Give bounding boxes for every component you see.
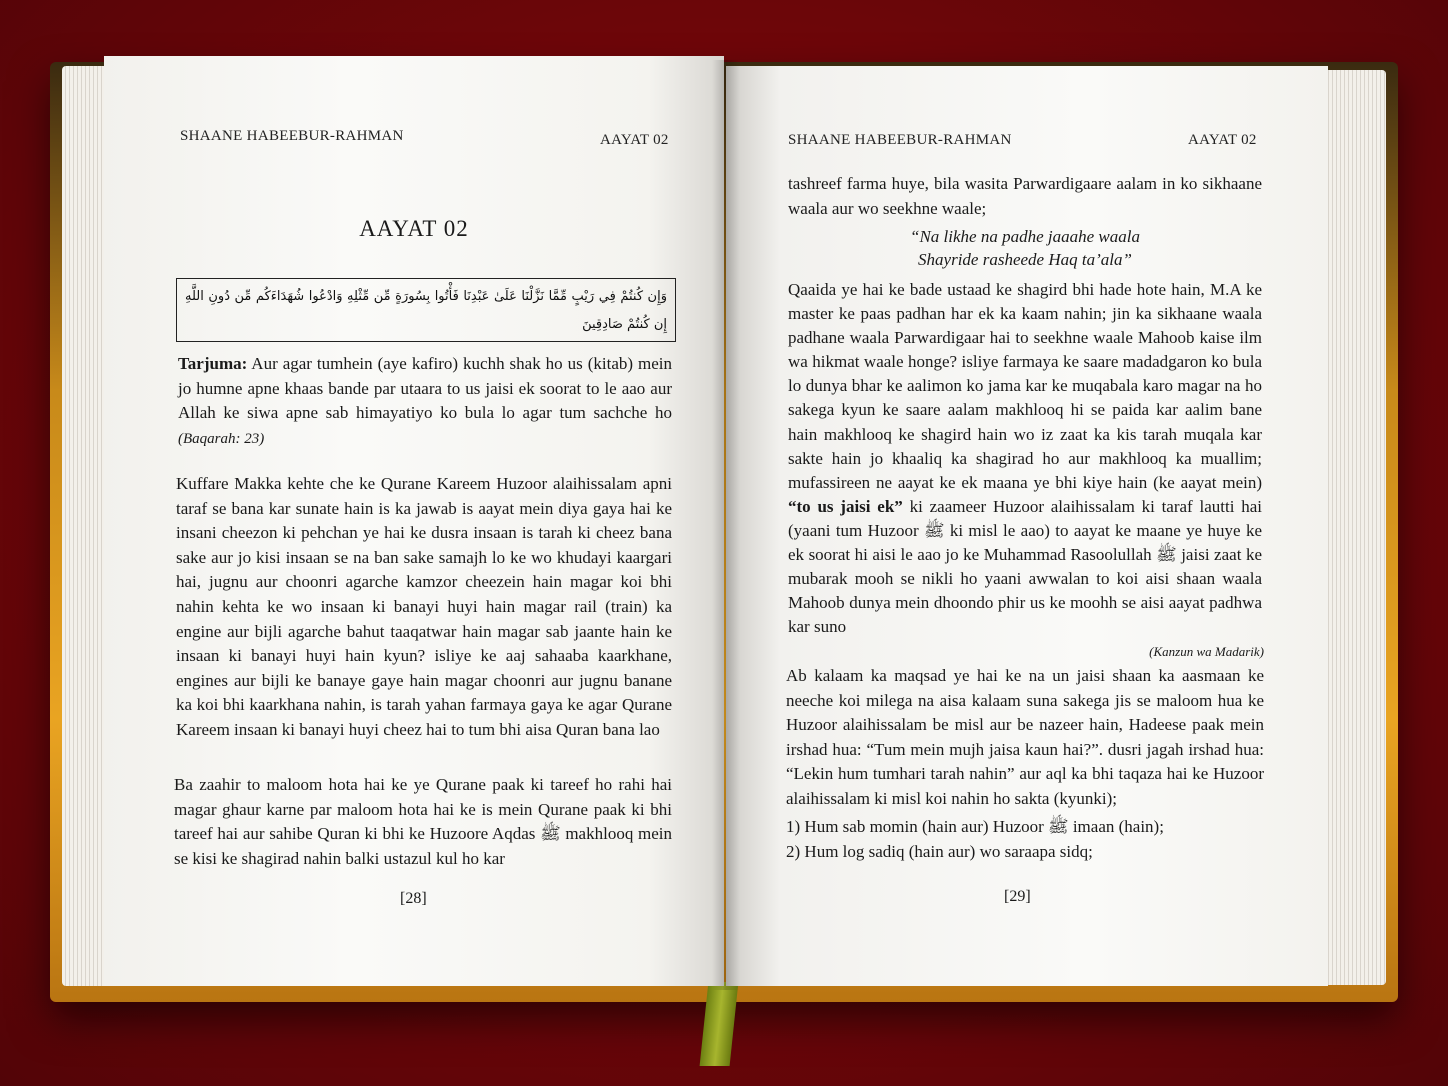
paragraph-2-part-b: ki zaameer Huzoor alaihissalam ki taraf lautti hai (yaani tum Huzoor ﷺ ki misl le aao) to aayat ke maane ye huye ke ek soorat hi aisi le aao jo ke Muhammad Rasoolullah ﷺ jaisi zaat ke mubarak mooh se nikli ho yaani awwalan to koi aisi shaan waala Mahoob dunya mein dhoondo phir us ke moohh se aisi aayat padhwa kar suno: [788, 496, 1262, 637]
tarjuma-text: Aur agar tumhein (aye kafiro) kuchh shak ho us (kitab) mein jo humne apne khaas bande par utaara to us jaisi ek soorat to le aao aur Allah ke siwa apne sab himayatiyo ko bula lo agar tum sachche ho: [178, 354, 672, 423]
left-page: [104, 56, 724, 986]
tarjuma-reference: (Baqarah: 23): [178, 430, 265, 447]
arabic-verse-box: وَإِن كُنتُمْ فِي رَيْبٍ مِّمَّا نَزَّلْنَا عَلَىٰ عَبْدِنَا فَأْتُوا بِسُورَةٍ مِّن مِّثْلِهِ وَادْعُوا شُهَدَاءَكُم مِّن دُونِ اللَّهِ إِن كُنتُمْ صَادِقِينَ: [176, 278, 676, 342]
quoted-phrase: “to us jaisi ek”: [788, 496, 903, 516]
page-number: [28]: [400, 890, 427, 907]
running-section: AAYAT 02: [600, 132, 669, 148]
list-item-1: 1) Hum sab momin (hain aur) Huzoor ﷺ imaan (hain);: [786, 817, 1164, 836]
body-paragraph-2: [788, 278, 1262, 639]
list-item-2: 2) Hum log sadiq (hain aur) wo saraapa sidq;: [786, 841, 1093, 861]
running-section: AAYAT 02: [1188, 132, 1257, 148]
paragraph-2-part-a: Qaaida ye hai ke bade ustaad ke shagird bhi hade hote hain, M.A ke master ke paas padhan har ek ka kaam nahin; jin ka sikhaane waala padhane waala Parwardigaar hai to seekhne waale Mahoob kaise ilm wa hikmat waale honge? isliye farmaya ke saare madadgaron ko bula lo dunya bhar ke aalimon ko jama kar ke muqabala karo magar na ho sakega kyun ke saare aalam makhlooq hi se paida kar aalim bane hain makhlooq ke shagird hain wo iz zaat ka kis tarah muqala kar sakte hain jo khaaliq ka shagirad ho aur makhlooq ka muallim; mufassireen ne aayat ke ek maana ye bhi kiye hain (ke aayat mein): [788, 280, 1262, 492]
poem: [788, 225, 1262, 271]
poem-line-1: “Na likhe na padhe jaaahe waala: [910, 227, 1140, 246]
body-paragraph-3: Ab kalaam ka maqsad ye hai ke na un jaisi shaan ka aasmaan ke neeche koi milega na aisa kalaam suna sakega jis se maloom hua ke Huzoor alaihissalam be misl aur be nazeer hain, Hadeese paak mein irshad hua: “Tum mein mujh jaisa kaun hai?”. dusri jagah irshad hua: “Lekin hum tumhari tarah nahin” aur aql ka bhi taqaza hai ke Huzoor alaihissalam ki misl koi nahin ho sakta (kyunki);: [786, 666, 1264, 808]
numbered-list: [786, 815, 1264, 864]
tarjuma-label: Tarjuma:: [178, 354, 248, 373]
chapter-title: AAYAT 02: [359, 216, 469, 241]
running-title: SHAANE HABEEBUR-RAHMAN: [788, 132, 1012, 148]
tarjuma-paragraph: [178, 352, 672, 451]
right-page: [726, 66, 1328, 986]
page-number: [29]: [1004, 888, 1031, 905]
page-edges-right: [1320, 70, 1386, 985]
poem-line-2: Shayride rasheede Haq ta’ala”: [918, 250, 1132, 269]
running-title: SHAANE HABEEBUR-RAHMAN: [180, 128, 404, 144]
spine-shadow: [712, 60, 740, 990]
reference-note: (Kanzun wa Madarik): [1149, 644, 1264, 659]
body-paragraph-1: Kuffare Makka kehte che ke Qurane Kareem Huzoor alaihissalam apni taraf se bana kar sunate hain is ka jawab is aayat mein diya gaya hai ke insani cheezon ki pehchan ye hai ke dusra insaan is tarah ki cheez bana sake aur jo kisi insaan se na ban sake samajh lo ke wo khudayi kaargari hai, jugnu aur choonri agarche kamzor cheezein hain magar koi bhi nahin kehta ke wo insaan ki banayi huyi hain magar rail (train) ka engine aur bijli agarche bahut taaqatwar hain magar sab jaante hain ke insaan ki banayi huyi hain kyun? isliye ke aaj sahaaba kaarkhane, engines aur bijli ke banaye gaye hain magar choonri aur jugnu banane ka koi bhi kaarkhana nahin, is tarah yahan farmaya gaya ke agar Qurane Kareem insaan ki banayi huyi cheez hai to tum bhi aisa Quran bana lao: [176, 474, 672, 739]
body-paragraph-2: Ba zaahir to maloom hota hai ke ye Qurane paak ki tareef ho rahi hai magar ghaur karne par maloom hota hai ke is mein Qurane paak ki bhi tareef hai aur sahibe Quran ki bhi ke Huzoore Aqdas ﷺ makhlooq mein se kisi ke shagirad nahin balki ustazul kul ho kar: [174, 775, 673, 868]
body-paragraph-1: tashreef farma huye, bila wasita Parwardigaare aalam in ko sikhaane waala aur wo seekhne waale;: [788, 174, 1262, 218]
